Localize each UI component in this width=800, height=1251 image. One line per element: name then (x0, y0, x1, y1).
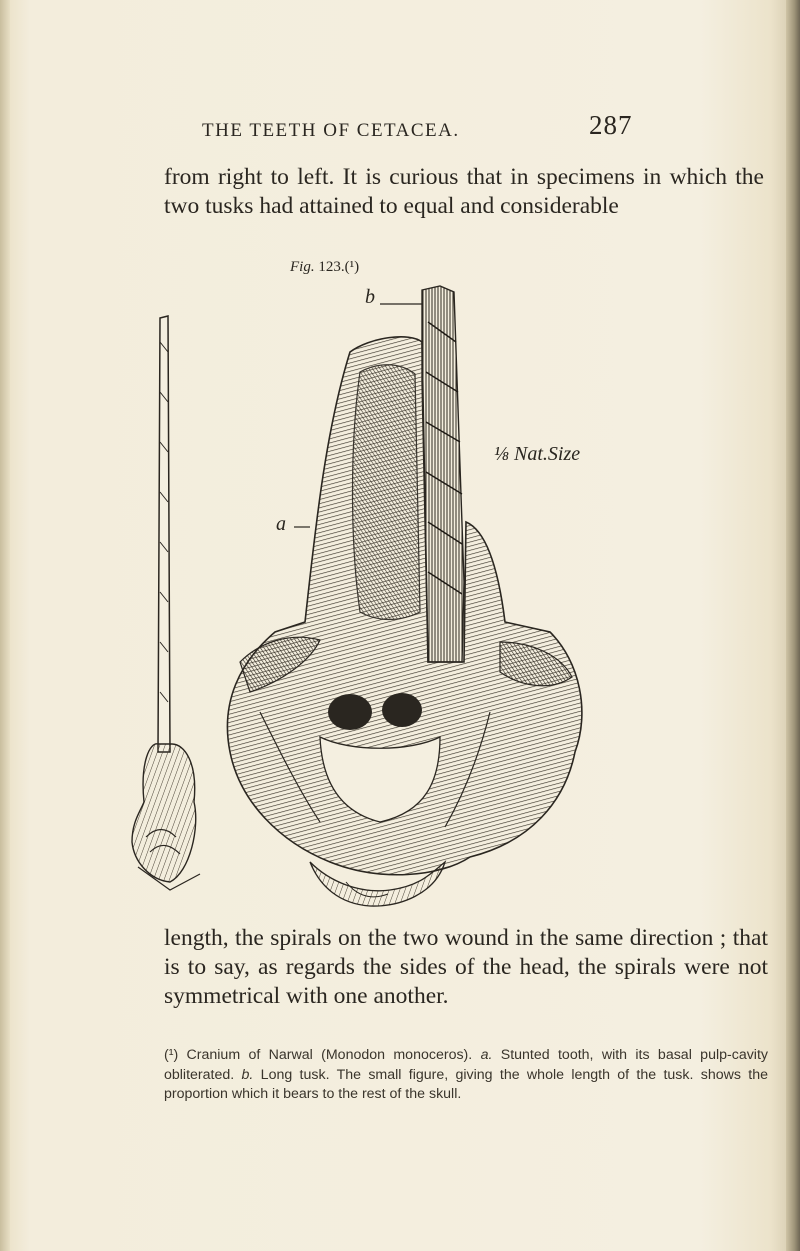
figure-number: 123.(¹) (318, 259, 360, 275)
figure-caption (290, 259, 359, 276)
footnote-text-2: Stunted tooth, with its basal pulp-cavity obliterated. (164, 1047, 768, 1083)
skull-cranium (227, 337, 581, 906)
small-tusk-figure (132, 316, 200, 890)
narwhal-skull-illustration (110, 282, 630, 922)
footnote (164, 1046, 768, 1105)
book-spine-edge (786, 0, 800, 1251)
footnote-marker: (¹) (164, 1047, 179, 1063)
footnote-label-b: b. (241, 1066, 254, 1083)
page-left-edge (0, 0, 10, 1251)
long-tusk (422, 286, 464, 662)
figure-label-b: b (365, 286, 375, 308)
footnote-label-a: a. (480, 1047, 493, 1063)
figure-label-a: a (276, 513, 286, 535)
running-head: THE TEETH OF CETACEA. (202, 120, 460, 141)
figure-label: Fig. (290, 259, 315, 275)
body-paragraph-top: from right to left. It is curious that in specimens in which the two tusks had attained to equal and considerable (164, 164, 764, 219)
body-paragraph-bottom: length, the spirals on the two wound in the same direction ; that is to say, as regards the sides of the head, the spirals were not symmetrical with one another. (164, 925, 768, 1009)
footnote-text-3: Long tusk. The small figure, giving the whole length of the tusk. shows the proportion which it bears to the rest of the skull. (164, 1066, 768, 1102)
figure-scale-label: ⅛ Nat.Size (494, 443, 581, 465)
page-number: 287 (589, 110, 633, 140)
footnote-text-1: Cranium of Narwal (Monodon monoceros). (178, 1047, 481, 1063)
